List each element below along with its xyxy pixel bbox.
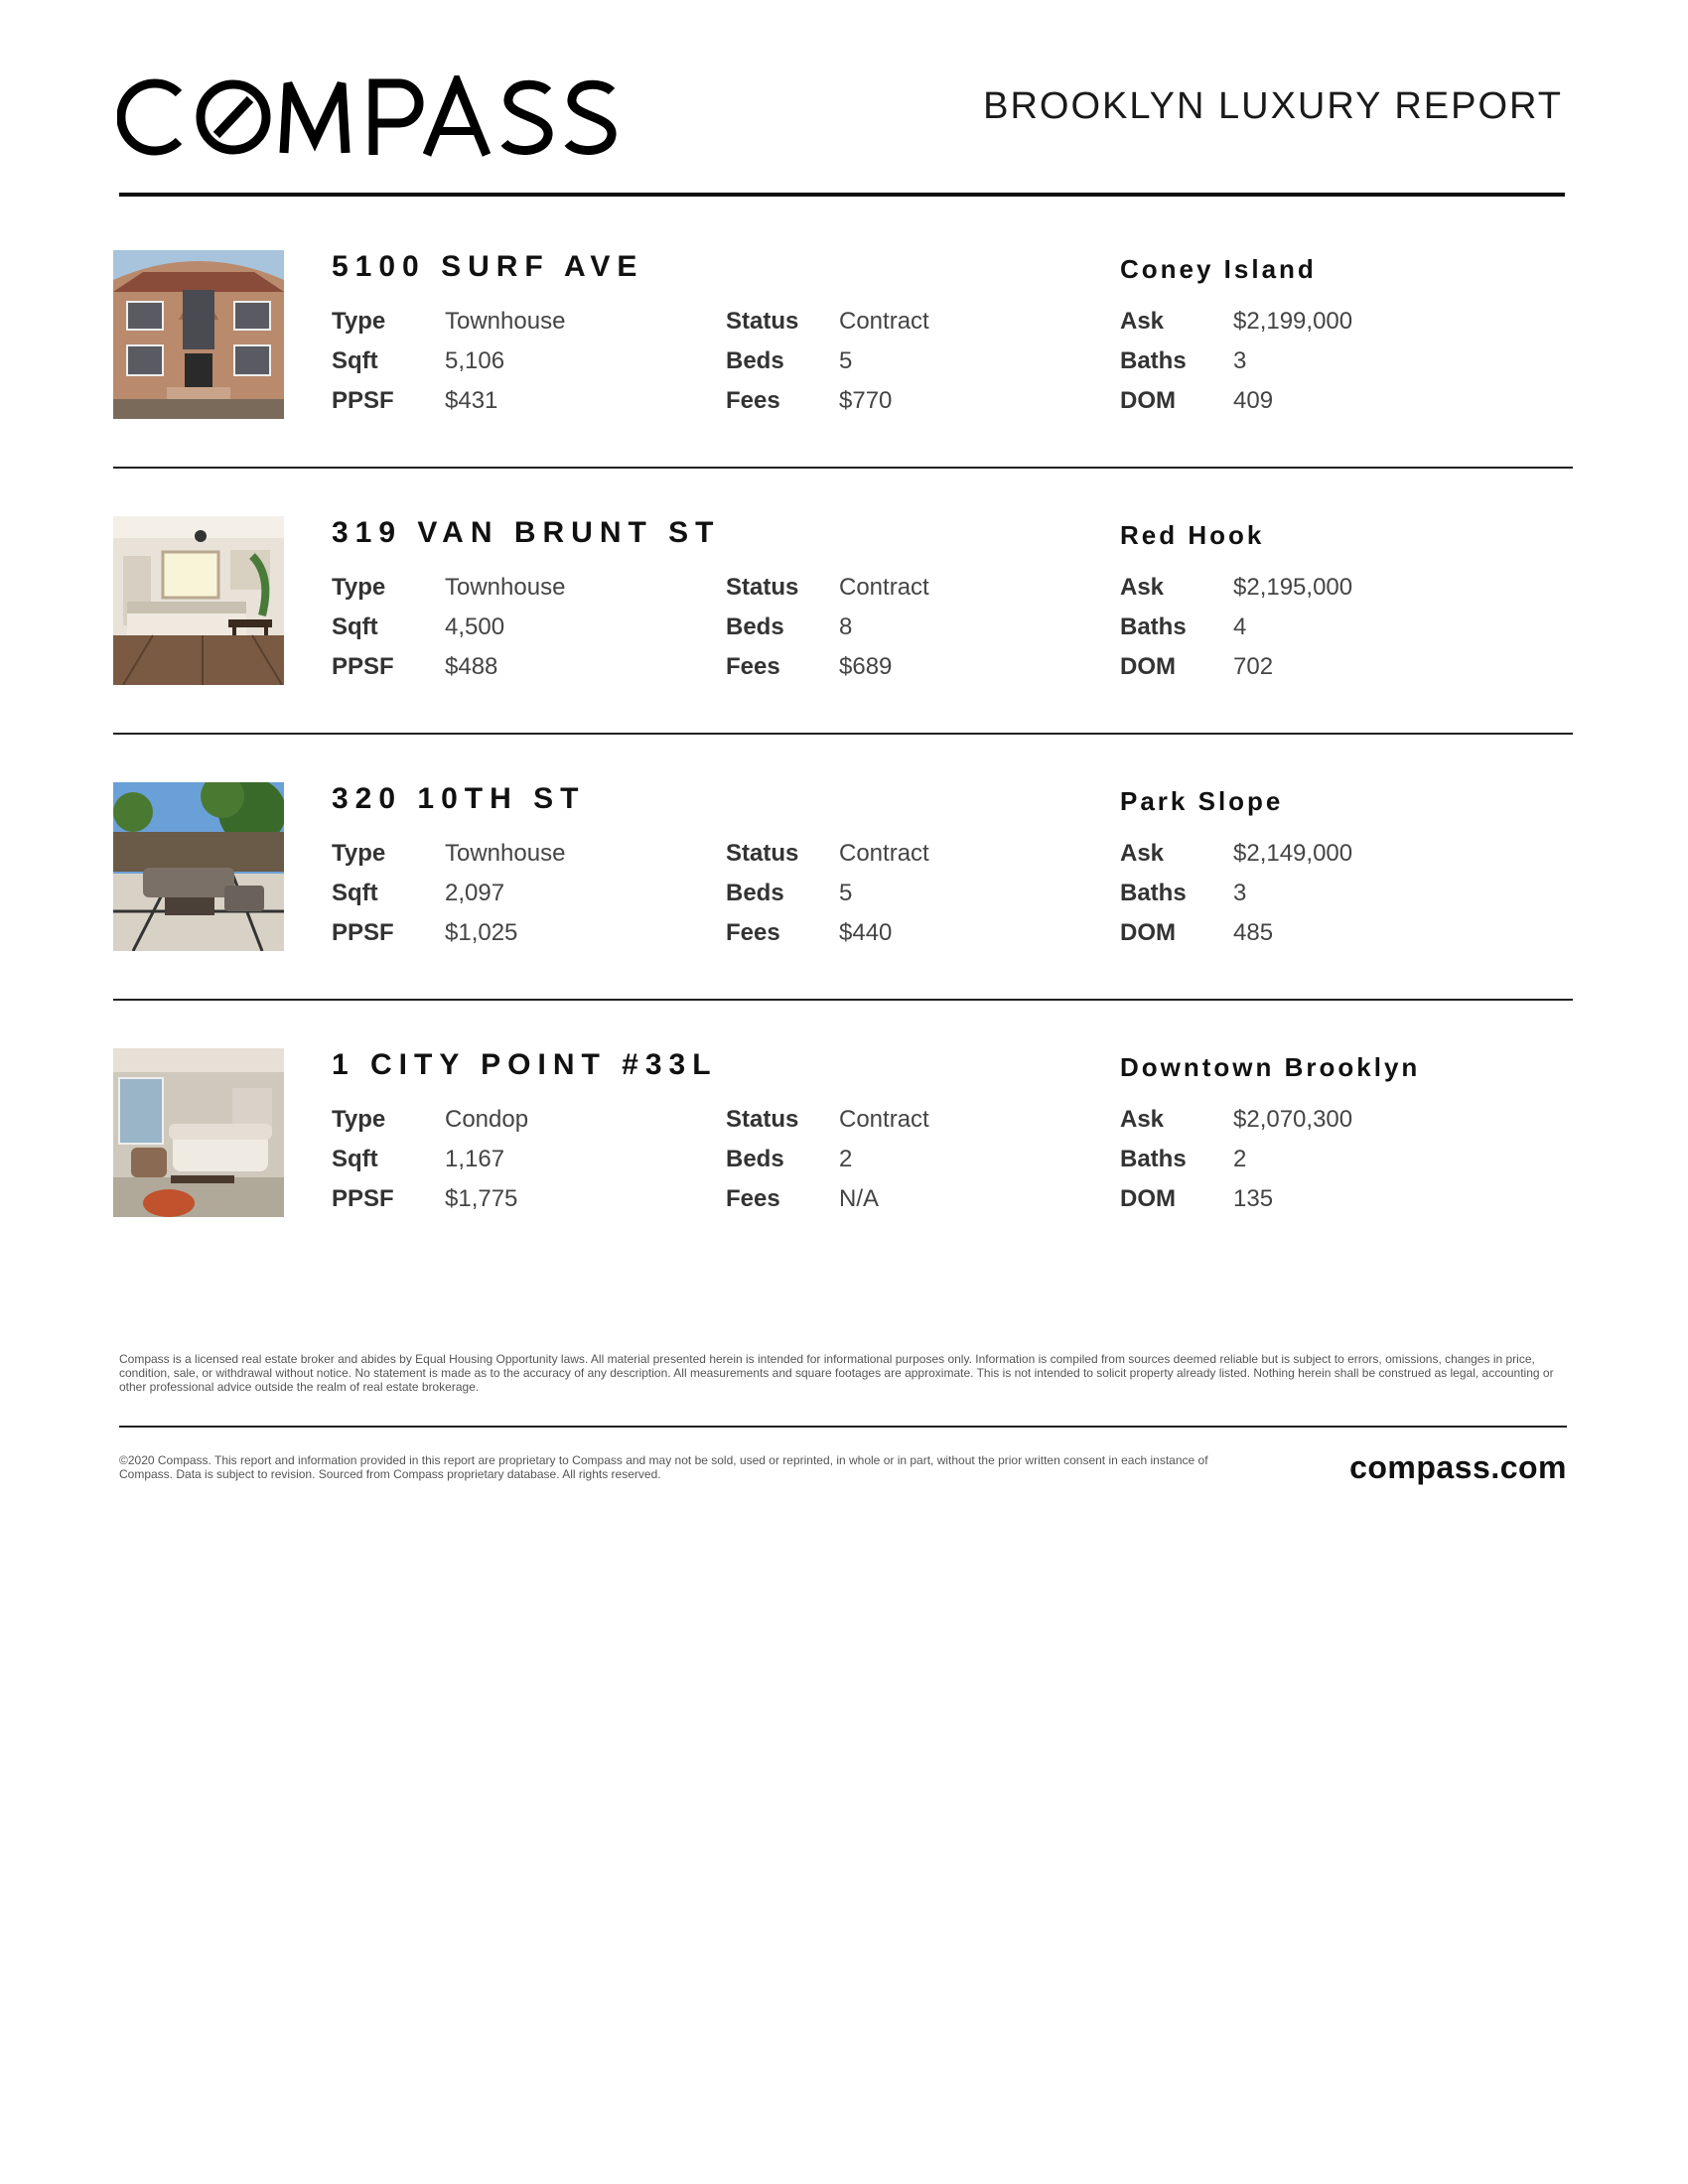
compass-logo-wordmark (117, 75, 633, 159)
listing-address: 1 CITY POINT #33L (332, 1048, 718, 1081)
type-label: Type (332, 840, 386, 867)
listing-neighborhood: Park Slope (1120, 786, 1284, 816)
listing-col-right (1120, 834, 1352, 953)
listing-col-middle (726, 1100, 929, 1219)
listing-col-right (1120, 302, 1352, 421)
status-label: Status (726, 308, 799, 335)
listing-col-left (332, 1100, 528, 1219)
ppsf-value: $488 (445, 653, 498, 680)
listing-col-right (1120, 568, 1352, 687)
listing-divider (113, 999, 1573, 1001)
report-title: BROOKLYN LUXURY REPORT (983, 85, 1563, 127)
beds-value: 5 (839, 347, 853, 374)
beds-value: 5 (839, 880, 853, 906)
ppsf-label: PPSF (332, 387, 394, 414)
type-value: Townhouse (445, 574, 566, 601)
baths-label: Baths (1120, 347, 1187, 374)
dom-label: DOM (1120, 387, 1176, 414)
dom-value: 135 (1233, 1185, 1274, 1212)
status-label: Status (726, 1106, 799, 1133)
ppsf-label: PPSF (332, 1185, 394, 1212)
ppsf-label: PPSF (332, 919, 394, 946)
baths-label: Baths (1120, 1146, 1187, 1172)
fees-label: Fees (726, 387, 780, 414)
listing-col-middle (726, 568, 929, 687)
type-label: Type (332, 574, 386, 601)
listing-address: 320 10TH ST (332, 782, 586, 815)
townhouse-facade-photo (113, 250, 284, 419)
dom-label: DOM (1120, 1185, 1176, 1212)
footer-divider (119, 1426, 1567, 1428)
status-value: Contract (839, 840, 929, 867)
ask-label: Ask (1120, 1106, 1165, 1133)
ask-value: $2,070,300 (1233, 1106, 1353, 1133)
ask-label: Ask (1120, 574, 1165, 601)
dom-value: 702 (1233, 653, 1274, 680)
listing-photo (113, 250, 284, 419)
beds-label: Beds (726, 1146, 784, 1172)
baths-value: 3 (1233, 347, 1247, 374)
listing-col-left (332, 568, 565, 687)
beds-label: Beds (726, 614, 784, 640)
listing-card (113, 516, 1573, 685)
type-value: Condop (445, 1106, 529, 1133)
dom-value: 485 (1233, 919, 1274, 946)
ppsf-label: PPSF (332, 653, 394, 680)
type-value: Townhouse (445, 308, 566, 335)
type-label: Type (332, 1106, 386, 1133)
sqft-value: 1,167 (445, 1146, 505, 1172)
fees-value: $440 (839, 919, 893, 946)
baths-label: Baths (1120, 880, 1187, 906)
listing-neighborhood: Coney Island (1120, 254, 1317, 284)
legal-disclaimer: Compass is a licensed real estate broker and abides by Equal Housing Opportunity laws. All material presented herein is intended for informational purposes only. Information is compiled from sources deemed reliable but is subject to errors, omissions, changes in price, condition, sale, or withdrawal without notice. No statement is made as to the accuracy of any description. All measurements and square footages are approximate. This is not intended to solicit property already listed. Nothing herein shall be construed as legal, accounting or other professional advice outside the realm of real estate brokerage. (119, 1352, 1554, 1394)
listing-divider (113, 733, 1573, 735)
fees-value: $689 (839, 653, 893, 680)
listing-photo (113, 516, 284, 685)
status-value: Contract (839, 308, 929, 335)
compass-logo (117, 75, 633, 159)
sqft-value: 2,097 (445, 880, 505, 906)
listing-card (113, 782, 1573, 951)
listing-card (113, 250, 1573, 419)
listing-address: 319 VAN BRUNT ST (332, 516, 721, 549)
sqft-label: Sqft (332, 880, 378, 906)
baths-value: 4 (1233, 614, 1247, 640)
listing-photo (113, 1048, 284, 1217)
ppsf-value: $1,025 (445, 919, 518, 946)
baths-label: Baths (1120, 614, 1187, 640)
listing-col-middle (726, 834, 929, 953)
copyright-notice: ©2020 Compass. This report and information provided in this report are proprietary to Compass and may not be sold, used or reprinted, in whole or in part, without the prior written consent in each instance of Compass. Data is subject to revision. Sourced from Compass proprietary database. All rights reserved. (119, 1453, 1208, 1481)
dom-label: DOM (1120, 653, 1176, 680)
baths-value: 3 (1233, 880, 1247, 906)
fees-value: $770 (839, 387, 893, 414)
listing-divider (113, 467, 1573, 469)
header-divider (119, 193, 1565, 197)
status-value: Contract (839, 1106, 929, 1133)
ask-label: Ask (1120, 308, 1165, 335)
listing-neighborhood: Downtown Brooklyn (1120, 1052, 1421, 1082)
beds-value: 2 (839, 1146, 853, 1172)
ask-value: $2,195,000 (1233, 574, 1353, 601)
listing-col-left (332, 302, 565, 421)
listing-card (113, 1048, 1573, 1217)
type-value: Townhouse (445, 840, 566, 867)
listing-col-right (1120, 1100, 1352, 1219)
listing-col-left (332, 834, 565, 953)
listing-neighborhood: Red Hook (1120, 520, 1265, 550)
kitchen-interior-photo (113, 516, 284, 685)
living-room-photo (113, 1048, 284, 1217)
ask-label: Ask (1120, 840, 1165, 867)
fees-label: Fees (726, 919, 780, 946)
sqft-label: Sqft (332, 347, 378, 374)
sqft-value: 4,500 (445, 614, 505, 640)
sqft-label: Sqft (332, 614, 378, 640)
beds-label: Beds (726, 347, 784, 374)
sqft-value: 5,106 (445, 347, 505, 374)
fees-label: Fees (726, 1185, 780, 1212)
ask-value: $2,199,000 (1233, 308, 1353, 335)
dom-value: 409 (1233, 387, 1274, 414)
status-label: Status (726, 840, 799, 867)
beds-value: 8 (839, 614, 853, 640)
ask-value: $2,149,000 (1233, 840, 1353, 867)
status-value: Contract (839, 574, 929, 601)
type-label: Type (332, 308, 386, 335)
listing-col-middle (726, 302, 929, 421)
ppsf-value: $431 (445, 387, 498, 414)
backyard-patio-photo (113, 782, 284, 951)
beds-label: Beds (726, 880, 784, 906)
listing-photo (113, 782, 284, 951)
status-label: Status (726, 574, 799, 601)
fees-label: Fees (726, 653, 780, 680)
website-link[interactable]: compass.com (1349, 1449, 1567, 1485)
ppsf-value: $1,775 (445, 1185, 518, 1212)
listing-address: 5100 SURF AVE (332, 250, 644, 283)
baths-value: 2 (1233, 1146, 1247, 1172)
sqft-label: Sqft (332, 1146, 378, 1172)
fees-value: N/A (839, 1185, 880, 1212)
dom-label: DOM (1120, 919, 1176, 946)
